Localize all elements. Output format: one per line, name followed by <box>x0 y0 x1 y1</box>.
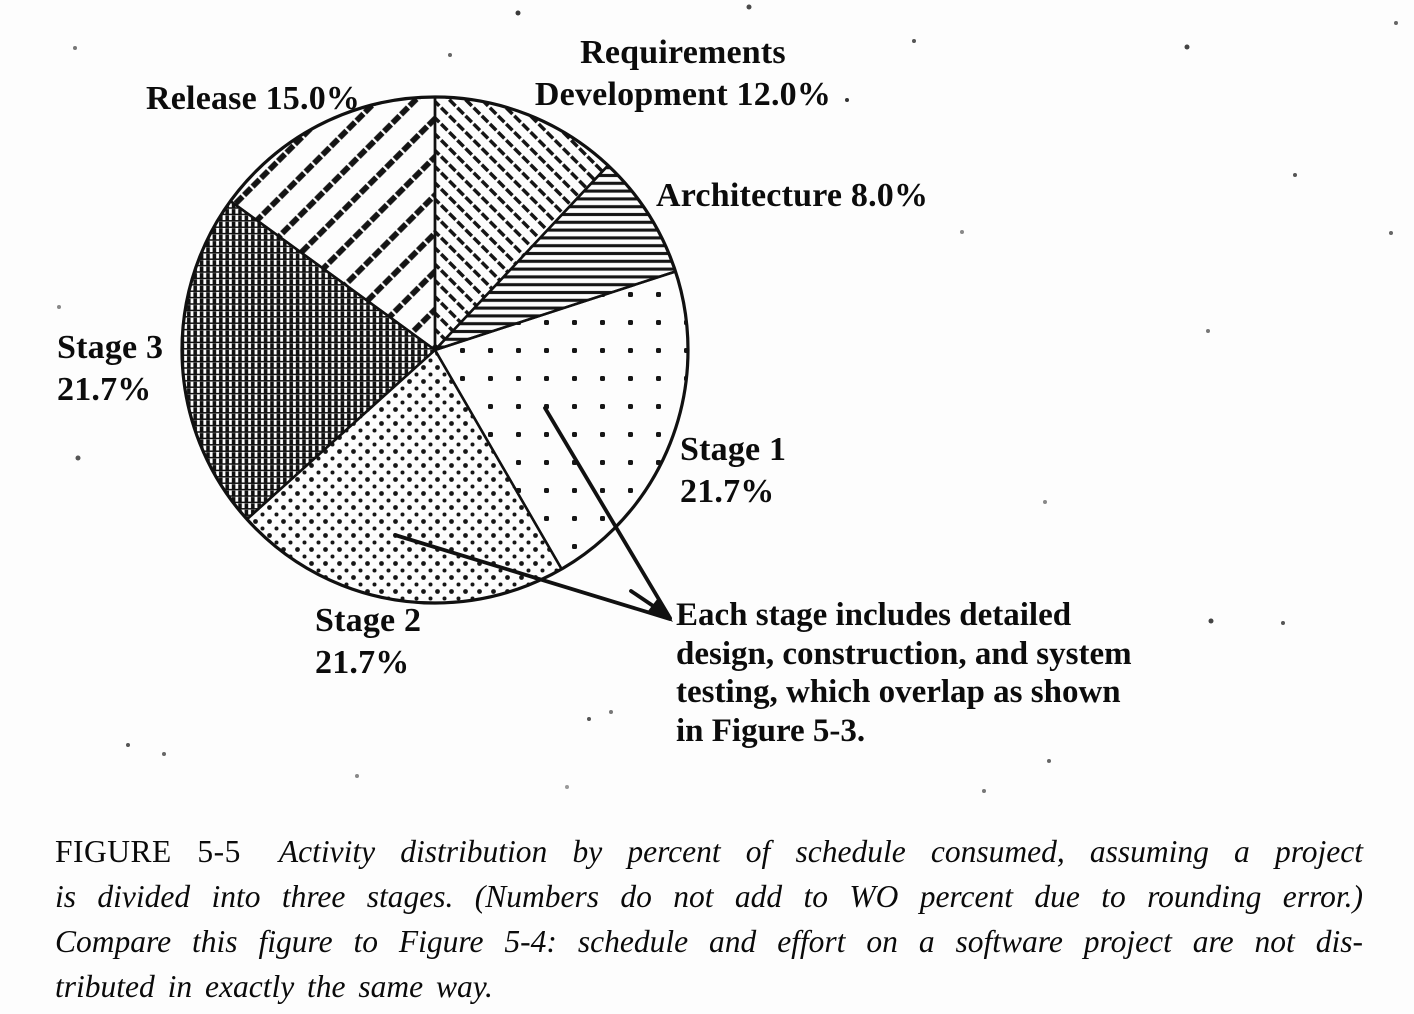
label-stage1-name: Stage 1 <box>680 431 787 468</box>
label-stage3-pct: 21.7% <box>57 371 152 408</box>
pie-chart <box>182 97 688 603</box>
annotation-line: Each stage includes detailed <box>676 597 1072 633</box>
label-release: Release 15.0% <box>146 80 361 117</box>
annotation-callout <box>676 596 1132 750</box>
label-stage1-pct: 21.7% <box>680 473 775 510</box>
caption-line: tributed in exactly the same way. <box>55 969 493 1004</box>
label-requirements-line2: Development 12.0% <box>534 76 832 113</box>
label-stage3 <box>57 327 163 411</box>
figure-caption <box>55 829 1363 1009</box>
caption-line1-text: Activity distribution by percent of schedule consumed, assuming a project <box>278 834 1364 869</box>
label-requirements-line1: Requirements <box>580 34 786 71</box>
label-architecture: Architecture 8.0% <box>656 177 929 214</box>
annotation-line: testing, which overlap as shown <box>676 674 1121 710</box>
annotation-line: in Figure 5-3. <box>676 712 866 749</box>
caption-line: is divided into three stages. (Numbers do not add to WO percent due to rounding error.) <box>55 879 1363 914</box>
caption-line: Compare this figure to Figure 5-4: schedule and effort on a software project are not dis- <box>55 924 1363 959</box>
figure-number-label: FIGURE 5-5 <box>55 834 241 869</box>
label-requirements-development <box>518 32 848 116</box>
label-stage3-name: Stage 3 <box>57 329 164 366</box>
scan-noise-specks <box>0 0 2 2</box>
label-stage1 <box>680 429 786 513</box>
label-stage2-name: Stage 2 <box>315 602 422 639</box>
caption-line <box>55 829 1363 874</box>
label-stage2 <box>315 600 421 684</box>
label-stage2-pct: 21.7% <box>315 644 410 681</box>
annotation-line: design, construction, and system <box>676 635 1132 672</box>
